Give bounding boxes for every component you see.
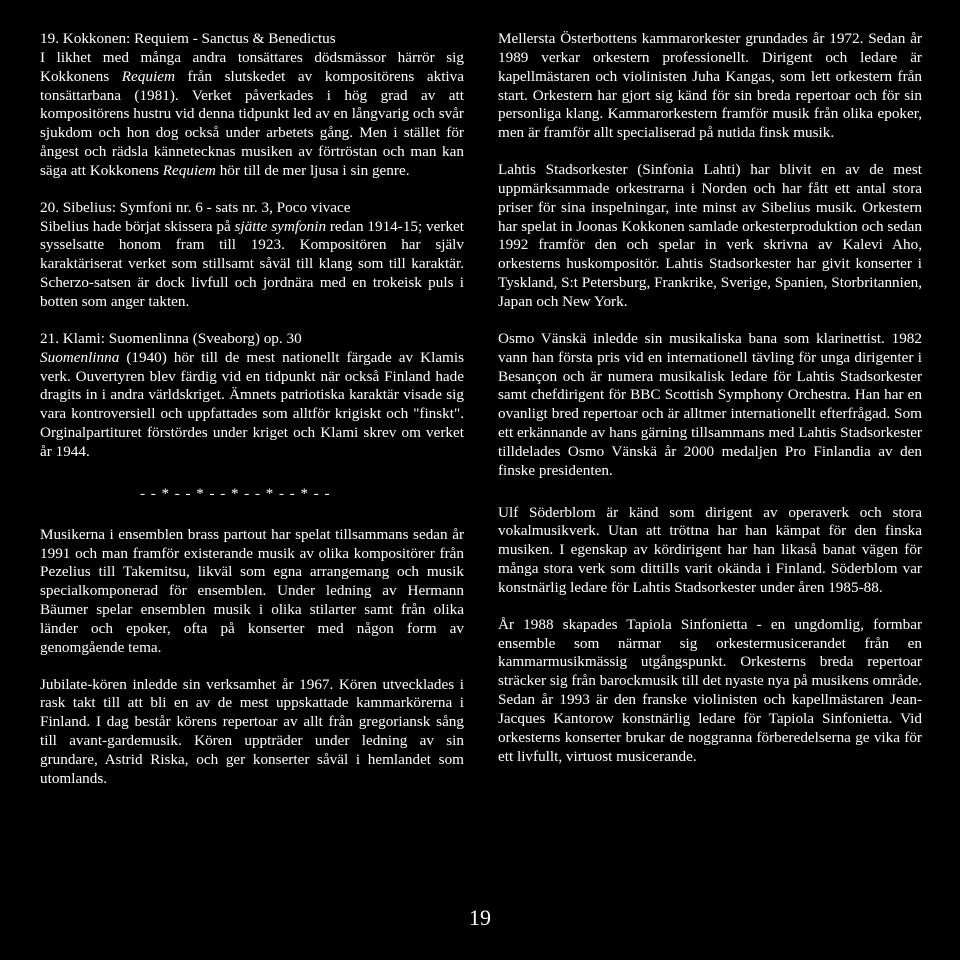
section-20 (40, 199, 464, 312)
section-19-title-italic: Requiem (162, 161, 216, 179)
ulf-soderblom-paragraph: Ulf Söderblom är känd som dirigent av operaverk och stora vokalmusikverk. Utan att tröttna har han kämpat för den finska musiken. I egenskap av kördirigent har han likaså banat vägen för många stora verk som dittills varit okända i Finland. Söderblom var konstnärlig ledare för Lahtis Stadsorkester under åren 1985-88. (498, 503, 922, 596)
tapiola-paragraph: År 1988 skapades Tapiola Sinfonietta - en ungdomlig, formbar ensemble som närmar sig orkestermusicerandet från en kammarmusikmässig utgångspunkt. Orkesterns breda repertoar sträcker sig från barockmusik till det nyaste nya på musikens område. Sedan år 1993 är den franske violinisten och kapellmästaren Jean-Jacques Kantorow konstnärlig ledare för Tapiola Sinfonietta. Vid orkesterns konserter brukar de noggranna förberedelserna ge vika för ett livfullt, virtuost musicerande. (498, 615, 922, 765)
jubilate-paragraph: Jubilate-kören inledde sin verksamhet år 1967. Kören utvecklades i rask takt till att bli en av de mest uppskattade kammarkörerna i Finland. I dag består körens repertoar av allt från gregoriansk sång till avant-gardemusik. Kören uppträder under ledning av sin grundare, Astrid Riska, och ger konserter såväl i hemlandet som utomlands. (40, 675, 464, 787)
section-19-text: I likhet med många andra tonsättares dödsmässor härrör sig Kokkonens (40, 48, 464, 85)
brass-partout-paragraph: Musikerna i ensemblen brass partout har spelat tillsammans sedan år 1991 och man framför existerande musik av olika kompositörer från Pezelius till Takemitsu, likväl som egna arrangemang och musik specialkomponerad för ensemblen. Under ledning av Hermann Bäumer spelar ensemblen musik i olika stilarter samt från olika länder och epoker, ofta på konserter med någon form av genomgående tema. (40, 525, 464, 656)
left-column (40, 30, 464, 789)
section-20-heading: 20. Sibelius: Symfoni nr. 6 - sats nr. 3, Poco vivace (40, 198, 351, 216)
section-20-title-italic: sjätte symfonin (234, 217, 327, 235)
lahtis-paragraph: Lahtis Stadsorkester (Sinfonia Lahti) har blivit en av de mest uppmärksammade orkestrarna i Norden och har fått ett antal stora priser för sina inspelningar, inte minst av Sibelius musik. Orkestern har spelat in Joonas Kokkonen samlade orkesterproduktion och sedan 1992 framför den och spelar in verk skrivna av Kalevi Aho, orkesterns huskompositör. Lahtis Stadsorkester har givit konserter i Tyskland, S:t Petersburg, Frankrike, Sverige, Spanien, Storbritannien, Japan och New York. (498, 161, 922, 310)
section-19 (40, 30, 464, 181)
right-column (498, 30, 922, 767)
page-number: 19 (469, 905, 491, 930)
section-19-title-italic: Requiem (121, 67, 175, 85)
mellersta-paragraph: Mellersta Österbottens kammarorkester grundades år 1972. Sedan år 1989 verkar orkestern professionellt. Dirigent och ledare är kapellmästaren och violinisten Juha Kangas, som lett orkestern från start. Orkestern har gjort sig känd för sin breda repertoar och för sin personliga klang. Kammarorkestern framför musik från olika epoker, men är framför allt specialiserad på nutida finsk musik. (498, 30, 922, 142)
section-20-text: redan 1914-15; verket sysselsatte honom fram till 1923. Kompositören har själv karaktäriserat verket som stillsamt såväl till klang som till karaktär. Scherzo-satsen är dock livfull och jordnära med en trokeisk puls i botten som anger takten. (40, 217, 464, 310)
section-21-text: (1940) hör till de mest nationellt färgade av Klamis verk. Ouvertyren blev färdig vid en tidpunkt när också Finland hade dragits in i andra världskriget. Ämnets patriotiska karaktär visade sig vara kontroversiell och uppfattades som alltför krigiskt och "finskt". Orginalpartituret förstördes under kriget och Klami skrev om verket år 1944. (40, 348, 464, 460)
section-separator: - - * - - * - - * - - * - - * - - (140, 485, 331, 502)
section-20-text: Sibelius hade börjat skissera på (40, 217, 235, 235)
osmo-vanska-paragraph: Osmo Vänskä inledde sin musikaliska bana som klarinettist. 1982 vann han första pris vid en internationell tävling för unga dirigenter i Besançon och är numera musikalisk ledare för Lahtis Stadsorkester samt chefdirigent för BBC Scottish Symphony Orchestra. Han har en ovanligt bred repertoar och är alltmer internationellt efterfrågad. Som ett erkännande av hans gärning tillsammans med Lahtis Stadsorkester tilldelades Osmo Vänskä år 2000 medaljen Pro Finlandia av den finske presidenten. (498, 329, 922, 479)
section-19-heading: 19. Kokkonen: Requiem - Sanctus & Benedictus (40, 30, 336, 47)
section-21-heading: 21. Klami: Suomenlinna (Sveaborg) op. 30 (40, 329, 302, 347)
section-21-title-italic: Suomenlinna (40, 348, 120, 366)
section-21 (40, 330, 464, 462)
section-19-text: från slutskedet av kompositörens aktiva tonsättarbana (1981). Verket påverkades i hög grad av att kompositörens hustru vid denna tidpunkt led av en långvarig och svår sjukdom och hon dog också under arbetets gång. Men i stället för ångest och rädsla kännetecknas musiken av förtröstan och man kan säga att Kokkonens (40, 67, 464, 179)
section-19-text: hör till de mer ljusa i sin genre. (215, 161, 410, 179)
